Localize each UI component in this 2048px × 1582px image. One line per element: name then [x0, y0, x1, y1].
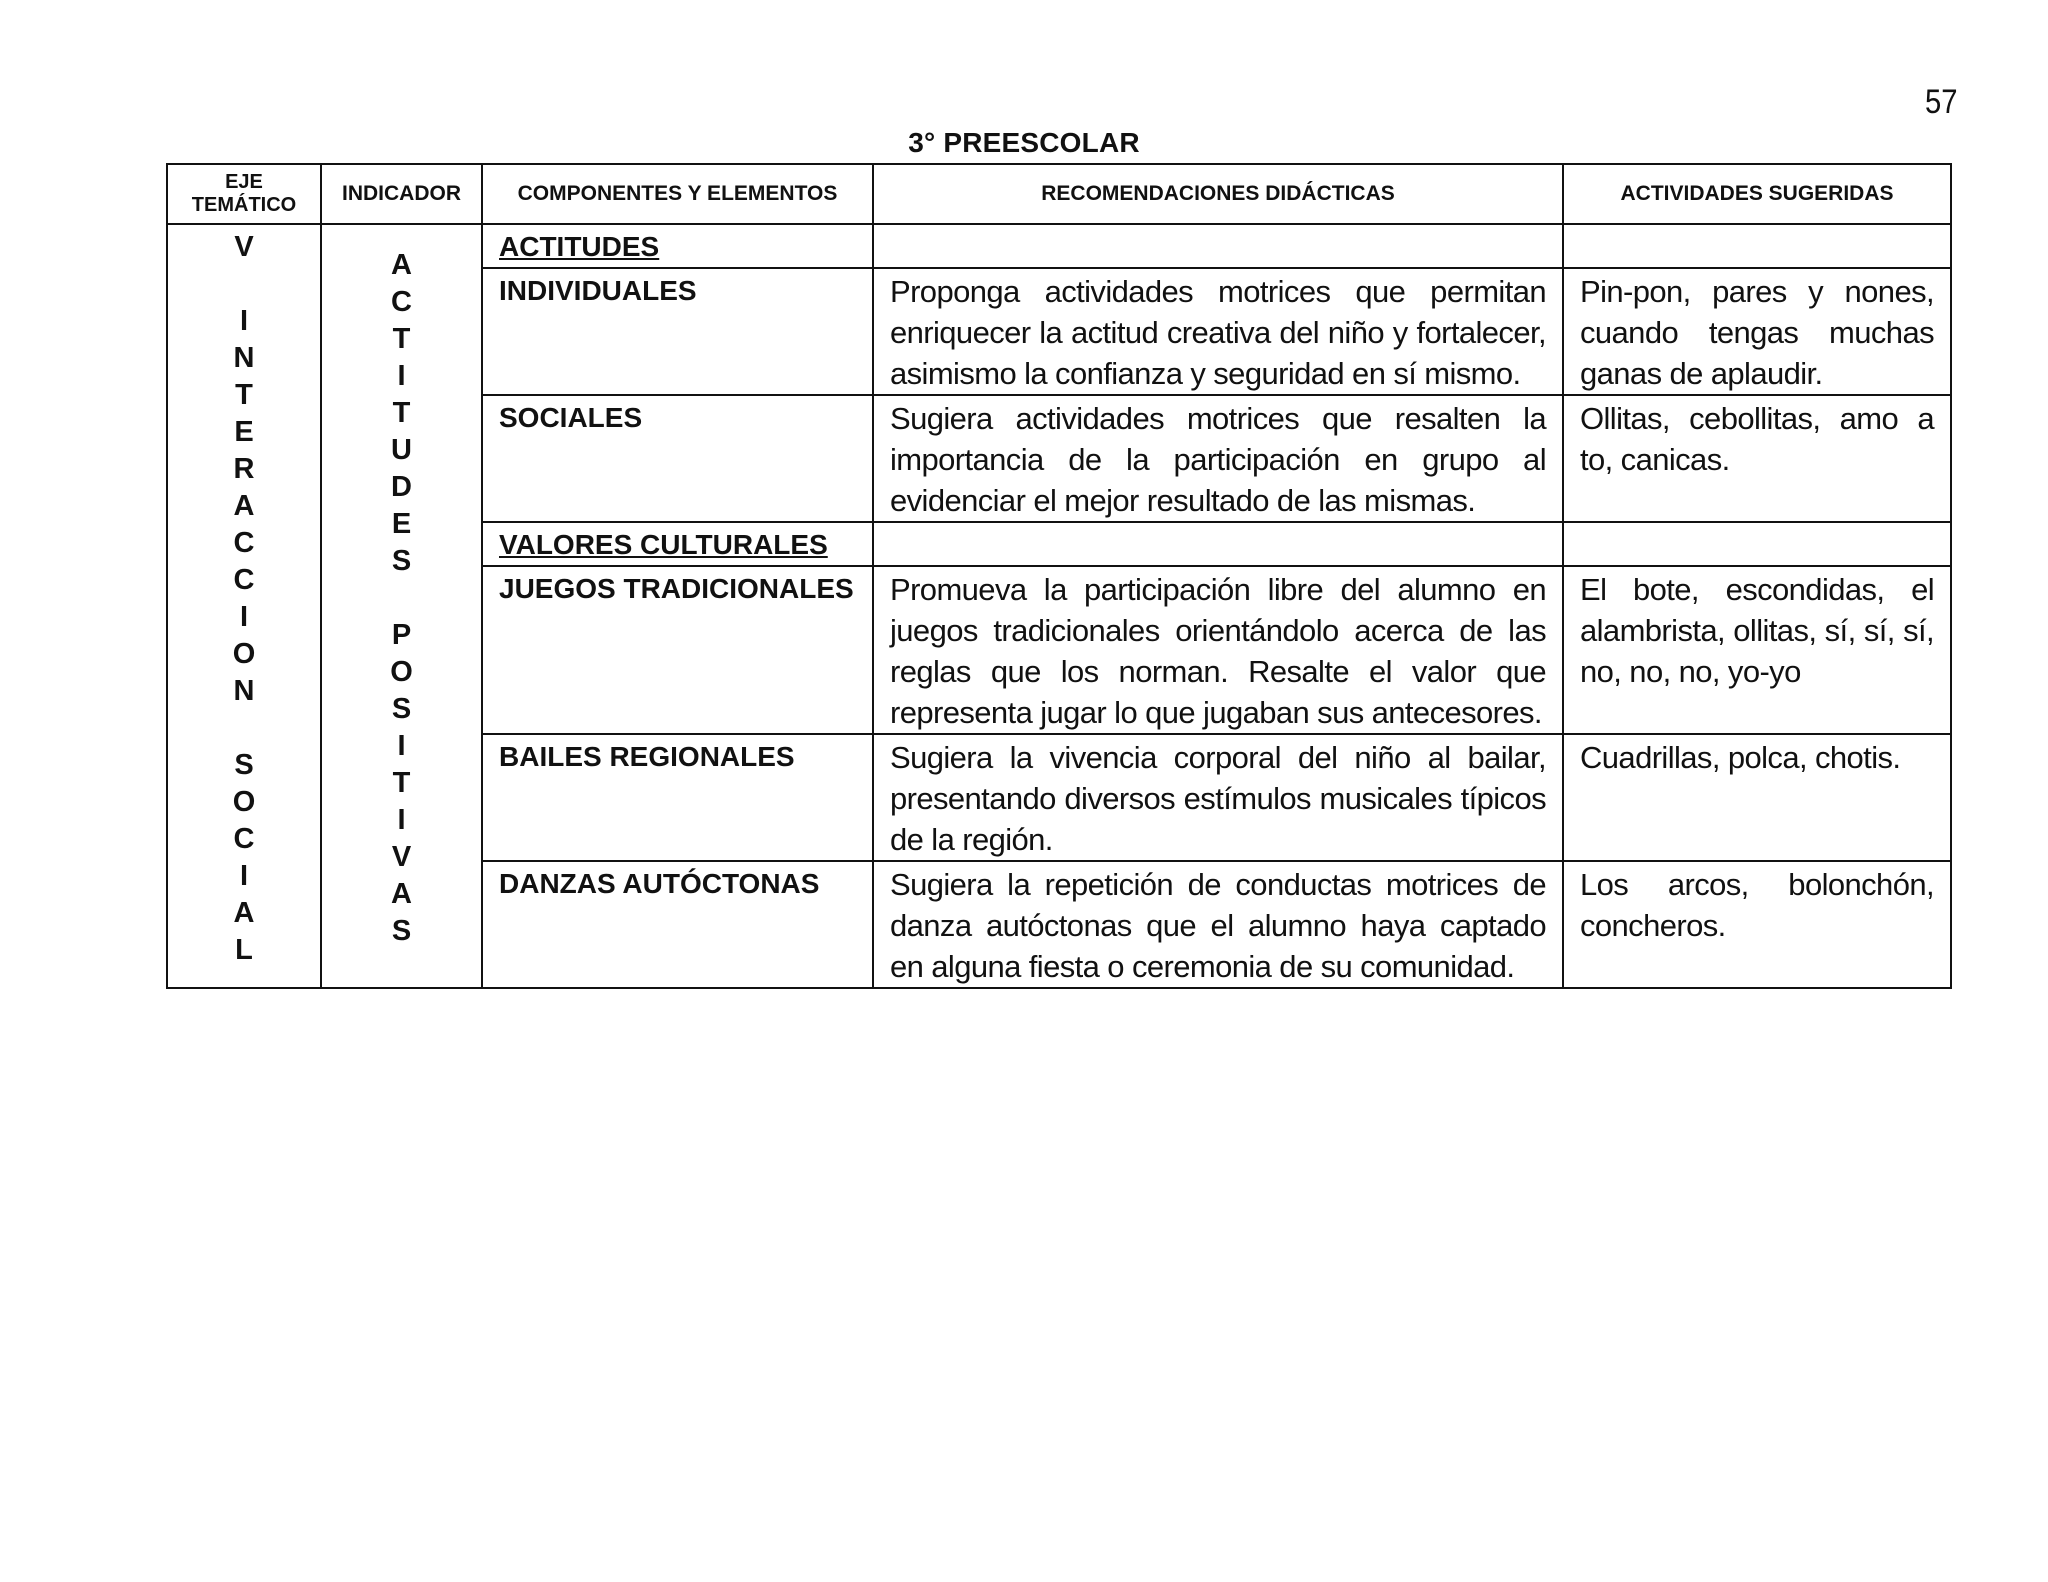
recommendation-cell: Sugiera la vivencia corporal del niño al bailar, presentando diversos estímulos musicales típicos de la región. [873, 734, 1563, 861]
recommendation-cell: Promueva la participación libre del alumno en juegos tradicionales orientándolo acerca de las reglas que los norman. Resalte el valor que representa jugar lo que jugaban sus antecesores. [873, 566, 1563, 734]
recommendation-cell: Sugiera la repetición de conductas motrices de danza autóctonas que el alumno haya captado en alguna fiesta o ceremonia de su comunidad. [873, 861, 1563, 988]
vertical-letter: S [391, 693, 412, 725]
vertical-letter: A [233, 490, 255, 522]
vertical-letter: A [391, 249, 412, 281]
vertical-letter: I [239, 601, 249, 633]
activities-cell [1563, 224, 1951, 268]
component-label: INDIVIDUALES [482, 268, 873, 395]
component-label: JUEGOS TRADICIONALES [482, 566, 873, 734]
header-indicador: INDICADOR [321, 164, 482, 224]
vertical-letter: O [232, 638, 256, 670]
vertical-letter: O [390, 656, 413, 688]
component-label: BAILES REGIONALES [482, 734, 873, 861]
vertical-letter [168, 266, 320, 303]
header-actividades: ACTIVIDADES SUGERIDAS [1563, 164, 1951, 224]
recommendation-cell [873, 522, 1563, 566]
vertical-letter: T [392, 323, 411, 355]
recommendation-cell: Sugiera actividades motrices que resalten la importancia de la participación en grupo al evidenciar el mejor resultado de las mismas. [873, 395, 1563, 522]
vertical-letter: D [391, 471, 412, 503]
vertical-letter: C [391, 286, 412, 318]
vertical-letter: V [234, 231, 254, 263]
activities-cell: Los arcos, bolonchón, concheros. [1563, 861, 1951, 988]
vertical-letter: T [392, 767, 411, 799]
header-recomendaciones: RECOMENDACIONES DIDÁCTICAS [873, 164, 1563, 224]
curriculum-table [166, 163, 1952, 989]
indicador-vertical-text [322, 247, 481, 950]
vertical-letter: E [234, 416, 254, 448]
eje-tematico-cell [167, 224, 321, 988]
indicador-cell [321, 224, 482, 988]
component-label: SOCIALES [482, 395, 873, 522]
header-eje-tematico: EJE TEMÁTICO [167, 164, 321, 224]
vertical-letter: U [391, 434, 412, 466]
vertical-letter: V [391, 841, 412, 873]
vertical-letter: N [233, 342, 255, 374]
vertical-letter: N [233, 675, 255, 707]
vertical-letter: P [391, 619, 412, 651]
page-number: 57 [1925, 83, 1958, 121]
recommendation-cell [873, 224, 1563, 268]
vertical-letter: I [239, 305, 249, 337]
vertical-letter: S [391, 545, 412, 577]
vertical-letter: C [233, 527, 255, 559]
vertical-letter: I [397, 730, 406, 762]
vertical-letter: T [235, 379, 253, 411]
component-heading: VALORES CULTURALES [482, 522, 873, 566]
vertical-letter: E [391, 508, 412, 540]
activities-cell: Pin-pon, pares y nones, cuando tengas muchas ganas de aplaudir. [1563, 268, 1951, 395]
vertical-letter: I [397, 804, 406, 836]
vertical-letter: R [233, 453, 255, 485]
vertical-letter [322, 580, 481, 617]
page-title: 3° PREESCOLAR [908, 127, 1140, 158]
vertical-letter: L [235, 934, 253, 966]
activities-cell: Cuadrillas, polca, chotis. [1563, 734, 1951, 861]
table-header-row [167, 164, 1951, 224]
vertical-letter: I [239, 860, 249, 892]
activities-cell: Ollitas, cebollitas, amo a to, canicas. [1563, 395, 1951, 522]
activities-cell [1563, 522, 1951, 566]
activities-cell: El bote, escondidas, el alambrista, ollitas, sí, sí, sí, no, no, no, yo-yo [1563, 566, 1951, 734]
vertical-letter: T [392, 397, 411, 429]
recommendation-cell: Proponga actividades motrices que permitan enriquecer la actitud creativa del niño y fortalecer, asimismo la confianza y seguridad en sí mismo. [873, 268, 1563, 395]
vertical-letter: S [391, 915, 412, 947]
vertical-letter: A [391, 878, 412, 910]
header-componentes: COMPONENTES Y ELEMENTOS [482, 164, 873, 224]
vertical-letter: O [232, 786, 256, 818]
vertical-letter: I [397, 360, 406, 392]
table-row [167, 224, 1951, 268]
vertical-letter [168, 710, 320, 747]
vertical-letter: C [233, 564, 255, 596]
vertical-letter: A [233, 897, 255, 929]
vertical-letter: C [233, 823, 255, 855]
component-label: DANZAS AUTÓCTONAS [482, 861, 873, 988]
eje-tematico-vertical-text [168, 229, 320, 969]
vertical-letter: S [234, 749, 254, 781]
component-heading: ACTITUDES [482, 224, 873, 268]
